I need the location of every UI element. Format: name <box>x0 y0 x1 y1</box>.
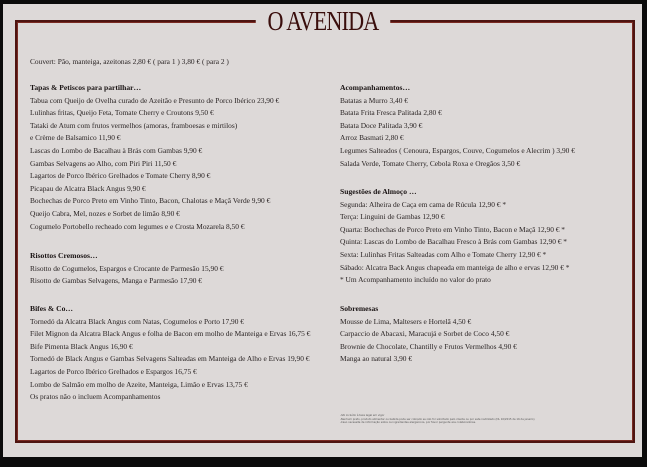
section-heading: Bifes & Co… <box>30 304 74 313</box>
section-heading: Sugestões de Almoço … <box>340 187 417 196</box>
menu-item: Tataki de Atum com frutos vermelhos (amoras, framboesas e mirtilos) <box>30 120 238 130</box>
menu-item: Terça: Linguini de Gambas 12,90 € <box>340 212 445 222</box>
menu-item: Os pratos não o incluem Acompanhamentos <box>30 392 161 402</box>
menu-item: Picapau de Alcatra Black Angus 9,90 € <box>30 183 146 193</box>
menu-item: Tabua com Queijo de Ovelha curado de Azeitão e Presunto de Porco Ibérico 23,90 € <box>30 95 280 105</box>
menu-item: Cogumelo Portobello recheado com legumes e e Crosta Mozarela 8,50 € <box>30 221 245 231</box>
menu-item: Queijo Cabra, Mel, nozes e Sorbet de limão 8,90 € <box>30 208 180 218</box>
menu-item: Batata Frita Fresca Palitada 2,80 € <box>340 108 442 118</box>
menu-item: Lulinhas fritas, Queijo Feta, Tomate Cherry e Croutons 9,50 € <box>30 108 214 118</box>
menu-item: Segunda: Alheira de Caça em cama de Rúcula 12,90 € * <box>340 199 507 209</box>
section-heading: Acompanhamentos… <box>340 83 411 92</box>
menu-item: Lagartos de Porco Ibérico Grelhados e Espargos 16,75 € <box>30 366 197 376</box>
menu-item: Quinta: Lascas do Lombo de Bacalhau Fresco à Brás com Gambas 12,90 € * <box>340 237 567 247</box>
menu-item: Manga ao natural 3,90 € <box>340 354 413 364</box>
footnotes <box>340 414 535 425</box>
section-risottos <box>30 250 223 288</box>
menu-item: Sábado: Alcatra Back Angus chapeada em manteiga de alho e ervas 12,90 € * <box>340 262 570 272</box>
menu-item: Brownie de Chocolate, Chantilly e Frutos Vermelhos 4,90 € <box>340 341 517 351</box>
section-tapas <box>30 82 279 233</box>
section-heading: Sobremesas <box>340 304 379 313</box>
menu-item: Carpaccio de Abacaxi, Maracujá e Sorbet de Coco 4,50 € <box>340 329 510 339</box>
menu-item: Batatas a Murro 3,40 € <box>340 95 408 105</box>
menu-item: Gambas Selvagens ao Alho, com Piri Piri 11,50 € <box>30 158 177 168</box>
menu-item: Lombo de Salmão em molho de Azeite, Manteiga, Limão e Ervas 13,75 € <box>30 379 248 389</box>
menu-note: * Um Acompanhamento incluído no valor do prato <box>340 275 491 285</box>
menu-item: Mousse de Lima, Maltesers e Hortelã 4,50 € <box>340 316 472 326</box>
menu-item: Risotto de Cogumelos, Espargos e Crocante de Parmesão 15,90 € <box>30 263 224 273</box>
menu-item: e Crème de Balsamico 11,90 € <box>30 133 121 143</box>
menu-item: Salada Verde, Tomate Cherry, Cebola Roxa e Oregãos 3,50 € <box>340 158 521 168</box>
footnote: -Nenhum prato, produto alimentar ou bebida pode ser cobrado se não for solicitado pelo cliente ou por este inutilizado (DL 10/2015 de 16 de janeiro) <box>340 417 535 421</box>
section-heading: Risottos Cremosos… <box>30 251 98 260</box>
footnote: -IVA incluído à taxa legal em vigor <box>340 414 385 417</box>
couvert-text: Couvert: Pão, manteiga, azeitonas 2,80 € ( para 1 ) 3,80 € ( para 2 ) <box>30 57 229 66</box>
menu-item: Lagartos de Porco Ibérico Grelhados e Tomate Cherry 8,90 € <box>30 171 211 181</box>
footnote: -Caso necessite de informação sobre os ingredientes alergénicos, por favor pergunte aos colaboradores. <box>340 421 476 425</box>
menu-item: Bife Pimenta Black Angus 16,90 € <box>30 341 133 351</box>
menu-item: Tornedó da Alcatra Black Angus com Natas, Cogumelos e Porto 17,90 € <box>30 316 244 326</box>
section-sobremesas <box>340 303 517 366</box>
section-sugestoes <box>340 186 569 287</box>
menu-item: Tornedó de Black Angus e Gambas Selvagens Salteadas em Manteiga de Alho e Ervas 19,90 € <box>30 354 310 364</box>
menu-item: Quarta: Bochechas de Porco Preto em Vinho Tinto, Bacon e Maçã 12,90 € * <box>340 224 565 234</box>
menu-item: Arroz Basmati 2,80 € <box>340 133 404 143</box>
menu-item: Lascas do Lombo de Bacalhau à Brás com Gambas 9,90 € <box>30 145 203 155</box>
menu-item: Sexta: Lulinhas Fritas Salteadas com Alho e Tomate Cherry 12,90 € * <box>340 249 547 259</box>
section-heading: Tapas & Petiscos para partilhar… <box>30 83 142 92</box>
menu-item: Bochechas de Porco Preto em Vinho Tinto, Bacon, Chalotas e Maçã Verde 9,90 € <box>30 196 271 206</box>
section-bifes <box>30 303 310 404</box>
menu-item: Filet Mignon da Alcatra Black Angus e folha de Bacon em molho de Manteiga e Ervas 16,75 € <box>30 329 311 339</box>
section-acompanhamentos <box>340 82 575 170</box>
menu-item: Risotto de Gambas Selvagens, Manga e Parmesão 17,90 € <box>30 276 203 286</box>
restaurant-title: O AVENIDA <box>256 6 390 36</box>
menu-item: Legumes Salteados ( Cenoura, Espargos, Couve, Cogumelos e Alecrim ) 3,90 € <box>340 145 575 155</box>
menu-item: Batata Doce Palitada 3,90 € <box>340 120 423 130</box>
